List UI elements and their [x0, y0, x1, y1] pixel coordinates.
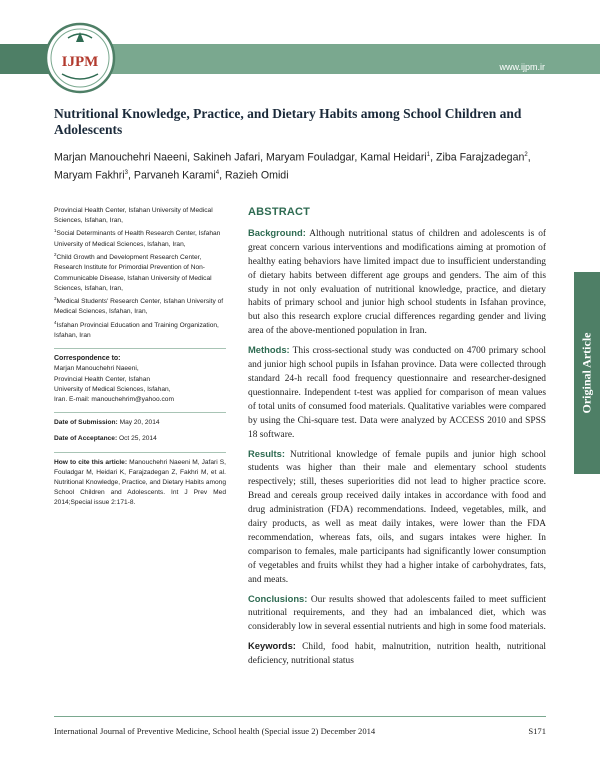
article-title: Nutritional Knowledge, Practice, and Dietary Habits among School Children and Adolescents	[54, 106, 522, 137]
author-list	[54, 148, 554, 184]
journal-url[interactable]: www.ijpm.ir	[499, 62, 545, 72]
correspondence-line: University of Medical Sciences, Isfahan,	[54, 385, 171, 393]
citation-label: How to cite this article:	[54, 458, 128, 466]
correspondence-heading: Correspondence to:	[54, 355, 121, 363]
author-name: Marjan Manouchehri Naeeni	[54, 151, 188, 164]
footer-journal-line: International Journal of Preventive Medicine, School health (Special issue 2) December 2014	[54, 726, 376, 736]
author-affiliation-mark: 2	[524, 152, 528, 158]
page-footer	[54, 726, 546, 736]
affiliation-mark: 2	[54, 252, 57, 257]
affiliation-text: Isfahan Provincial Education and Training Organization, Isfahan, Iran	[54, 321, 219, 339]
divider	[54, 452, 226, 453]
author-name: Maryam Fouladgar	[266, 151, 355, 164]
logo-text: IJPM	[61, 54, 99, 70]
dates-block	[54, 418, 226, 444]
affiliation	[54, 226, 226, 250]
author-name: Ziba Farajzadegan	[436, 151, 525, 164]
affiliation-mark: 4	[54, 319, 57, 325]
author-affiliation-mark: 3	[124, 170, 128, 177]
author-separator: ,	[187, 151, 193, 164]
correspondence-email[interactable]: Iran. E-mail: manouchehrim@yahoo.com	[54, 396, 174, 403]
citation-block	[54, 458, 226, 509]
author-affiliation-mark: 1	[426, 152, 431, 158]
abstract-conclusions: Conclusions: Our results showed that adolescents failed to meet sufficient nutritional requirements, and they had an imbalanced diet, which was considerably low in several essential nutrients and high in some food materials.	[248, 592, 547, 633]
journal-logo	[44, 22, 116, 94]
correspondence-line: Provincial Health Center, Isfahan	[54, 375, 151, 383]
divider	[54, 348, 226, 349]
submission-date: Date of Submission: May 20, 2014	[54, 419, 160, 427]
footer-divider	[54, 716, 546, 717]
author-separator: ,	[354, 151, 361, 164]
author-name: Sakineh Jafari	[192, 151, 261, 164]
author-name: Maryam Fakhri	[54, 169, 125, 182]
abstract-results: Results: Nutritional knowledge of female pupils and junior high school students was higher than their male and elementary school students respectively; still, theses superiorities did not lead to higher practice score. Bread and cereals group received daily intakes in accordance with food and drug administration (FDA) recommendations. Indeed, vegetables, milk, and dairy products, as well as meat daily intakes, were lower than the FDA recommendation, whereas fats, oils, and sugars intakes were higher. In comparison to females, male participants had significantly lower consumption of vegetables and fruits whilst they had a higher intake of carbohydrates, fats, and meats.	[248, 447, 546, 585]
correspondence-line: Marjan Manouchehri Naeeni,	[54, 365, 139, 373]
affiliation-text: Social Determinants of Health Research Center, Isfahan University of Medical Sciences, Isfahan, Iran,	[54, 230, 221, 248]
author-separator: ,	[527, 151, 531, 164]
affiliation	[54, 318, 226, 342]
page-number: S171	[528, 726, 546, 736]
author-separator: ,	[219, 169, 225, 182]
abstract-heading: ABSTRACT	[248, 206, 311, 218]
affiliation	[54, 206, 226, 226]
affiliation-mark: 3	[54, 296, 57, 301]
author-affiliation-mark: 4	[215, 170, 220, 177]
author-name: Parvaneh Karami	[133, 169, 216, 182]
affiliation-text: Child Growth and Development Research Center, Research Institute for Primordial Prevention of Non-Communicable Disease, Isfahan University of Medical Sciences, Isfahan, Iran,	[54, 254, 212, 292]
affiliation-text: Provincial Health Center, Isfahan University of Medical Sciences, Isfahan, Iran,	[54, 207, 213, 225]
affiliation	[54, 250, 226, 294]
affiliations	[54, 206, 226, 341]
affiliation	[54, 294, 226, 318]
abstract-keywords: Keywords: Child, food habit, malnutrition, nutrition health, nutritional deficiency, nutritional status	[248, 640, 546, 667]
acceptance-date: Date of Acceptance: Oct 25, 2014	[54, 435, 157, 443]
abstract-methods: Methods: This cross-sectional study was conducted on 4700 primary school and junior high school pupils in Isfahan province. Data were collected through standard 24-h recall food frequency questionnaire and researcher-designed questionnaire. Independent t-test was applied for comparison of mean values of total units of consumed food materials. Qualitative variables were compared by using the Chi-square test. Data were analyzed by ACCESS 2010 and SPSS 18 software.	[248, 344, 546, 440]
correspondence-block	[54, 354, 226, 405]
article-type-label: Original Article	[579, 332, 594, 414]
author-separator: ,	[430, 151, 437, 164]
left-sidebar	[54, 206, 226, 509]
author-name: Razieh Omidi	[224, 169, 289, 182]
author-name: Kamal Heidari	[360, 151, 427, 164]
affiliation-text: Medical Students' Research Center, Isfahan University of Medical Sciences, Isfahan, Iran,	[54, 298, 224, 316]
citation-text: Manouchehri Naeeni M, Jafari S, Fouladgar M, Heidari K, Farajzadegan Z, Fakhri M, et al. Nutritional Knowledge, Practice, and Dietary Habits among School Children and Adolescents. Int J Prev Med 2014;Special issue 2:171-8.	[54, 458, 226, 507]
divider	[54, 412, 226, 413]
affiliation-mark: 1	[54, 228, 57, 234]
article-type-tab	[574, 272, 600, 474]
abstract-background: Background: Although nutritional status of children and adolescents is of great concern various interventions and modifications aiming at promotion of healthy eating behaviors have limited impact due to insufficient understanding of dietary habits between different age groups and genders. The aim of this study in not only evaluation of nutritional knowledge, practice, and dietary habits of primary school and junior high school students in Isfahan province, but also this research explore crucial differences regarding gender and living area of the above-mentioned population in Iran.	[248, 226, 547, 337]
author-separator: ,	[260, 151, 267, 164]
abstract	[248, 206, 546, 673]
author-separator: ,	[127, 169, 134, 182]
